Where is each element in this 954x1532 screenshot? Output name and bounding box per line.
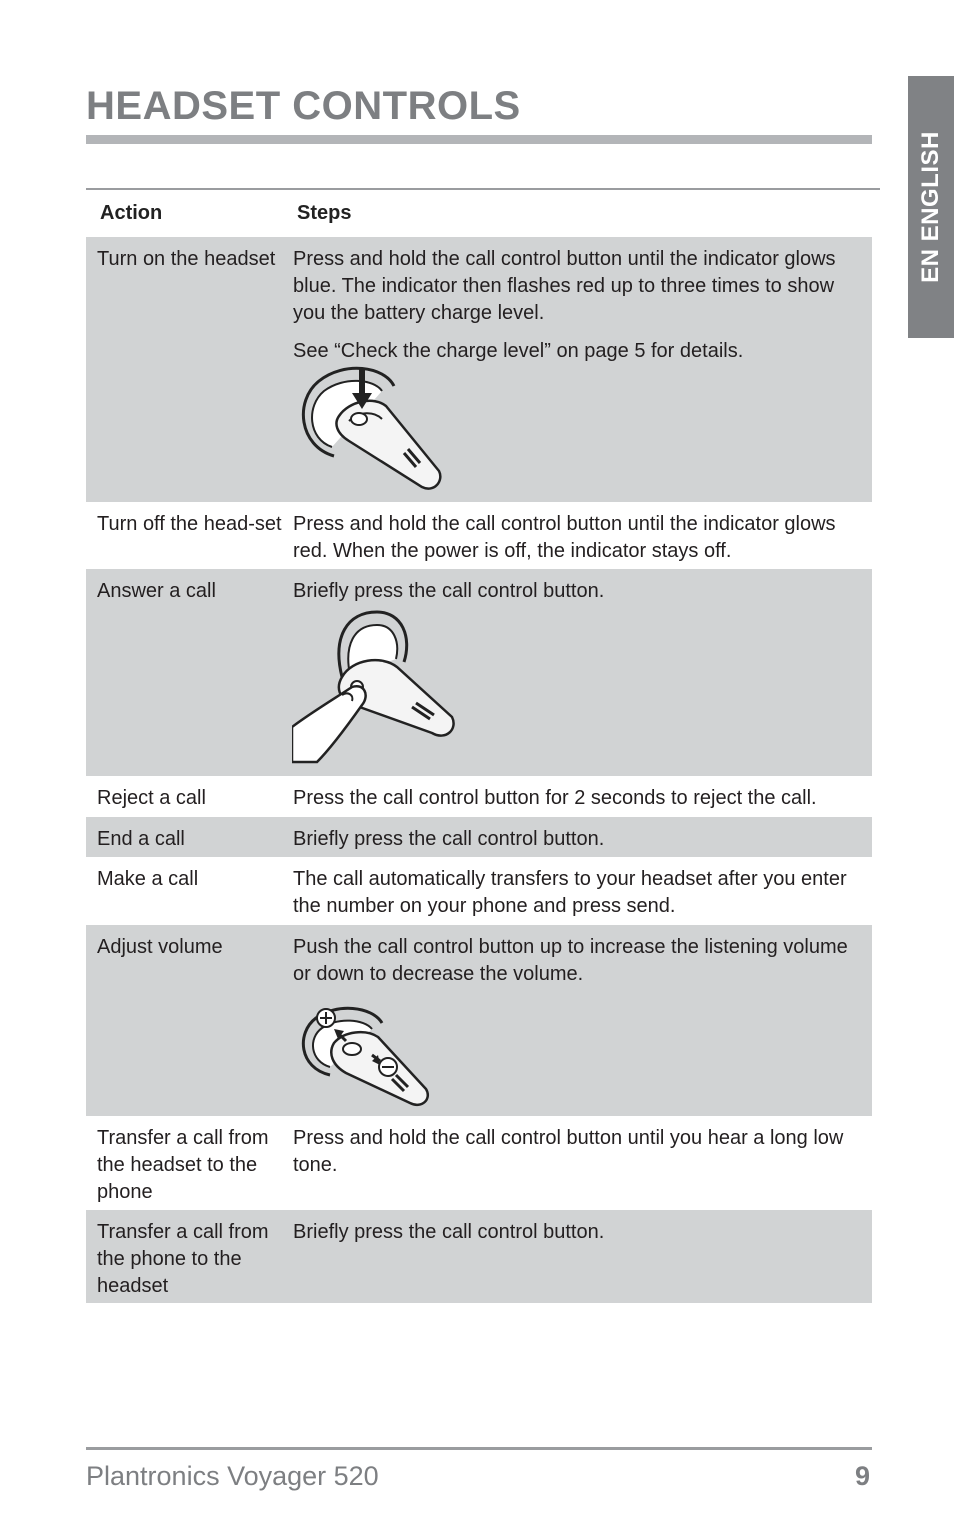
step-text: See “Check the charge level” on page 5 for details.: [293, 340, 744, 362]
language-tab: [908, 76, 954, 338]
page-number: 9: [854, 1461, 870, 1491]
row-action: Transfer a call from the headset to the phone: [97, 1127, 269, 1203]
table-row: [86, 817, 872, 857]
language-tab-label: EN ENGLISH: [917, 131, 944, 283]
row-steps: [293, 578, 868, 605]
step-text: Push the call control button up to increase the listening volume or down to decrease the volume.: [293, 936, 848, 985]
row-action: End a call: [97, 828, 185, 850]
table-row: [86, 857, 872, 925]
step-text: Press and hold the call control button until the indicator glows blue. The indicator then flashes red up to three times to show you the battery charge level.: [293, 248, 836, 324]
row-steps: [293, 785, 868, 812]
step-text: The call automatically transfers to your headset after you enter the number on your phone and press send.: [293, 868, 847, 917]
row-action: Transfer a call from the phone to the headset: [97, 1221, 269, 1297]
row-steps: [293, 1125, 868, 1179]
header-steps: Steps: [297, 202, 352, 224]
table-row: [86, 569, 872, 776]
step-text: Briefly press the call control button.: [293, 1221, 605, 1243]
row-action: Adjust volume: [97, 936, 223, 958]
row-action: Turn on the headset: [97, 248, 276, 270]
table-top-rule: [86, 188, 880, 190]
row-steps: [293, 246, 868, 365]
header-action: Action: [100, 202, 163, 224]
table-row: [86, 237, 872, 502]
table-row: [86, 925, 872, 1116]
step-text: Briefly press the call control button.: [293, 828, 605, 850]
table-header: [86, 200, 872, 230]
table-row: [86, 502, 872, 569]
headset-volume-illustration: [294, 1003, 434, 1109]
row-action: Reject a call: [97, 787, 206, 809]
row-steps: [293, 1219, 868, 1246]
headset-press-button-illustration: [294, 361, 444, 493]
row-action: Turn off the head-set: [97, 513, 282, 535]
row-steps: [293, 934, 868, 988]
footer-product-name: Plantronics Voyager 520: [86, 1461, 379, 1491]
step-text: Press and hold the call control button until you hear a long low tone.: [293, 1127, 844, 1176]
page-title: HEADSET CONTROLS: [86, 84, 521, 128]
footer-rule: [86, 1447, 872, 1450]
table-row: [86, 776, 872, 817]
row-steps: [293, 866, 868, 920]
row-action: Make a call: [97, 868, 199, 890]
row-action: Answer a call: [97, 580, 216, 602]
step-text: Briefly press the call control button.: [293, 580, 605, 602]
row-steps: [293, 826, 868, 853]
step-text: Press the call control button for 2 seconds to reject the call.: [293, 787, 817, 809]
table-row: [86, 1210, 872, 1303]
title-underline: [86, 135, 872, 144]
headset-finger-press-illustration: [292, 607, 458, 767]
row-steps: [293, 511, 868, 565]
step-text: Press and hold the call control button until the indicator glows red. When the power is off, the indicator stays off.: [293, 513, 836, 562]
table-row: [86, 1116, 872, 1210]
